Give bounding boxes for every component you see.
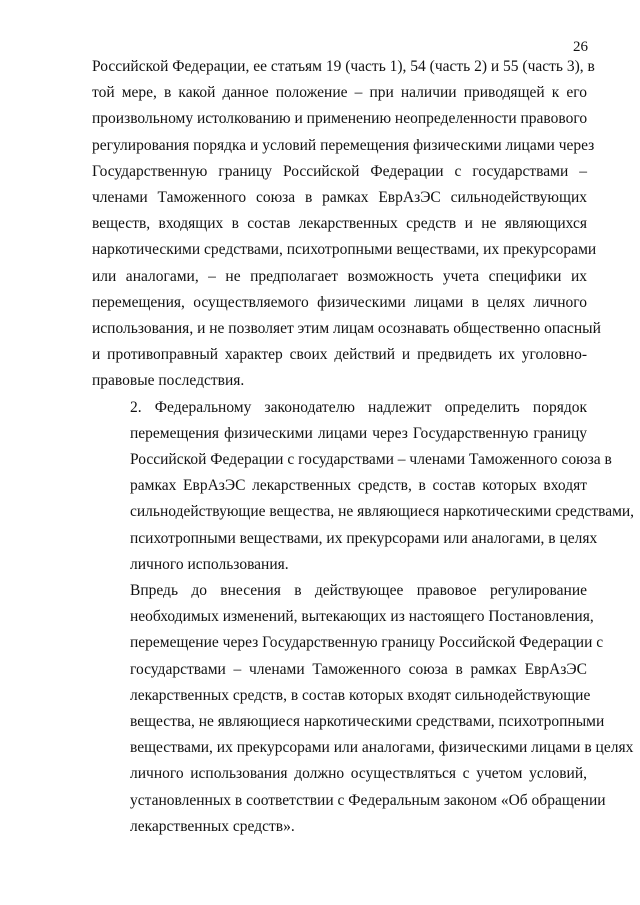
text-line: перемещение через Государственную границу Российской Федерации с	[130, 634, 604, 652]
text-line: Российской Федерации, ее статьям 19 (часть 1), 54 (часть 2) и 55 (часть 3), в	[92, 58, 595, 75]
text-line: государствами – членами Таможенного союза в рамках ЕврАзЭС	[130, 660, 587, 678]
text-line: членами Таможенного союза в рамках ЕврАзЭС сильнодействующих	[92, 189, 587, 207]
text-line: сильнодействующие вещества, не являющиеся наркотическими средствами,	[130, 503, 635, 521]
text-line: наркотическими средствами, психотропными веществами, их прекурсорами	[92, 241, 597, 259]
text-line: Российской Федерации с государствами – членами Таможенного союза в	[130, 451, 612, 469]
text-line: вещества, не являющиеся наркотическими средствами, психотропными	[130, 713, 605, 731]
text-line: перемещения физическими лицами через Государственную границу	[130, 424, 587, 442]
paragraph-interim-regulation	[92, 578, 634, 840]
text-line: личного использования должно осуществляться с учетом условий,	[130, 765, 587, 783]
text-line: перемещения, осуществляемого физическими лицами в целях личного	[92, 293, 587, 311]
text-line: Впредь до внесения в действующее правовое регулирование	[130, 582, 587, 600]
paragraph-operative-clause-continuation	[92, 54, 601, 395]
text-line: регулирования порядка и условий перемещения физическими лицами через	[92, 136, 595, 154]
text-line: лекарственных средств, в состав которых входят сильнодействующие	[130, 686, 591, 704]
text-line: и противоправный характер своих действий и предвидеть их уголовно-	[92, 346, 587, 364]
text-line: или аналогами, – не предполагает возможность учета специфики их	[92, 267, 587, 285]
text-line: необходимых изменений, вытекающих из настоящего Постановления,	[130, 608, 594, 626]
text-line: установленных в соответствии с Федеральным законом «Об обращении	[130, 791, 606, 809]
text-line: 2. Федеральному законодателю надлежит определить порядок	[130, 398, 587, 416]
page-number: 26	[573, 39, 588, 55]
text-line: использования, и не позволяет этим лицам осознавать общественно опасный	[92, 320, 601, 338]
text-line: личного использования.	[130, 555, 289, 573]
text-line: Государственную границу Российской Федерации с государствами –	[92, 162, 587, 180]
document-body	[92, 54, 635, 840]
text-line: произвольному истолкованию и применению неопределенности правового	[92, 110, 588, 128]
text-line: лекарственных средств».	[130, 817, 295, 835]
paragraph-directive-to-legislator	[92, 395, 635, 578]
text-line: рамках ЕврАзЭС лекарственных средств, в состав которых входят	[130, 477, 587, 495]
text-line: правовые последствия.	[92, 372, 245, 390]
text-line: веществ, входящих в состав лекарственных средств и не являющихся	[92, 215, 587, 233]
text-line: психотропными веществами, их прекурсорами или аналогами, в целях	[130, 529, 598, 547]
text-line: той мере, в какой данное положение – при наличии приводящей к его	[92, 84, 587, 102]
text-line: веществами, их прекурсорами или аналогами, физическими лицами в целях	[130, 739, 634, 757]
